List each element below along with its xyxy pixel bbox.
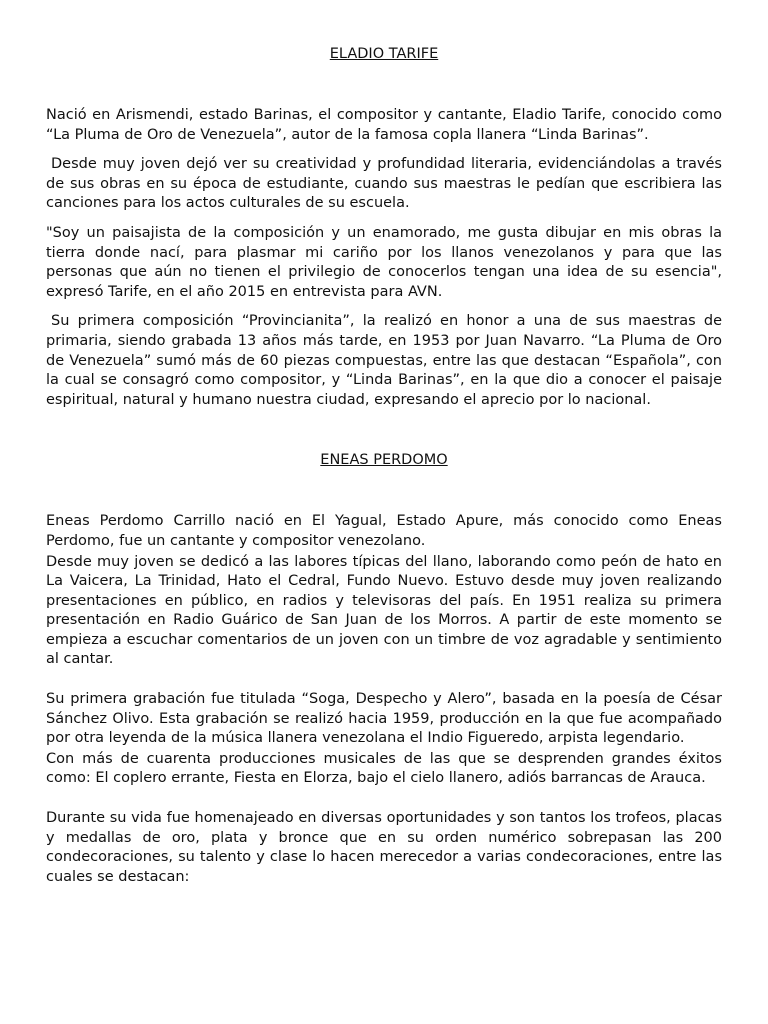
- paragraph: Su primera grabación fue titulada “Soga, Despecho y Alero”, basada en la poesía de César Sánchez Olivo. Esta grabación se realizó hacia 1959, producción en la que fue acompañado por otra leyenda de la música llanera venezolana el Indio Figueredo, arpista legendario.: [46, 691, 722, 747]
- paragraph: Nació en Arismendi, estado Barinas, el compositor y cantante, Eladio Tarife, conocido como “La Pluma de Oro de Venezuela”, autor de la famosa copla llanera “Linda Barinas”.: [46, 107, 722, 143]
- section-title-eladio-tarife: ELADIO TARIFE: [329, 46, 439, 62]
- paragraph: "Soy un paisajista de la composición y un enamorado, me gusta dibujar en mis obras la tierra donde nací, para plasmar mi cariño por los llanos venezolanos y para que las personas que aún no tienen el privilegio de conocerlos tengan una idea de su esencia", expresó Tarife, en el año 2015 en entrevista para AVN.: [46, 224, 722, 300]
- section-title-eneas-perdomo: ENEAS PERDOMO: [320, 452, 448, 469]
- document-page: [46, 44, 722, 887]
- paragraph: Con más de cuarenta producciones musicales de las que se desprenden grandes éxitos como: El coplero errante, Fiesta en Elorza, bajo el cielo llanero, adiós barrancas de Arauca.: [46, 750, 722, 787]
- paragraph: Durante su vida fue homenajeado en diversas oportunidades y son tantos los trofeos, placas y medallas de oro, plata y bronce que en su orden numérico sobrepasan las 200 condecoraciones, su talento y clase lo hacen merecedor a varias condecoraciones, entre las cuales se destacan:: [46, 810, 722, 885]
- paragraph: Desde muy joven se dedicó a las labores típicas del llano, laborando como peón de hato en La Vaicera, La Trinidad, Hato el Cedral, Fundo Nuevo. Estuvo desde muy joven realizando presentaciones en público, en radios y televisoras del país. En 1951 realiza su primera presentación en Radio Guárico de San Juan de los Morros. A partir de este momento se empieza a escuchar comentarios de un joven con un timbre de voz agradable y sentimiento al cantar.: [46, 553, 722, 668]
- paragraph: Eneas Perdomo Carrillo nació en El Yagual, Estado Apure, más conocido como Eneas Perdomo, fue un cantante y compositor venezolano.: [46, 513, 722, 549]
- paragraph: Su primera composición “Provincianita”, la realizó en honor a una de sus maestras de primaria, siendo grabada 13 años más tarde, en 1953 por Juan Navarro. “La Pluma de Oro de Venezuela” sumó más de 60 piezas compuestas, entre las que destacan “Española”, con la cual se consagró como compositor, y “Linda Barinas”, en la que dio a conocer el paisaje espiritual, natural y humano nuestra ciudad, expresando el aprecio por lo nacional.: [46, 313, 722, 408]
- paragraph: Desde muy joven dejó ver su creatividad y profundidad literaria, evidenciándolas a través de sus obras en su época de estudiante, cuando sus maestras le pedían que escribiera las canciones para los actos culturales de su escuela.: [46, 156, 722, 212]
